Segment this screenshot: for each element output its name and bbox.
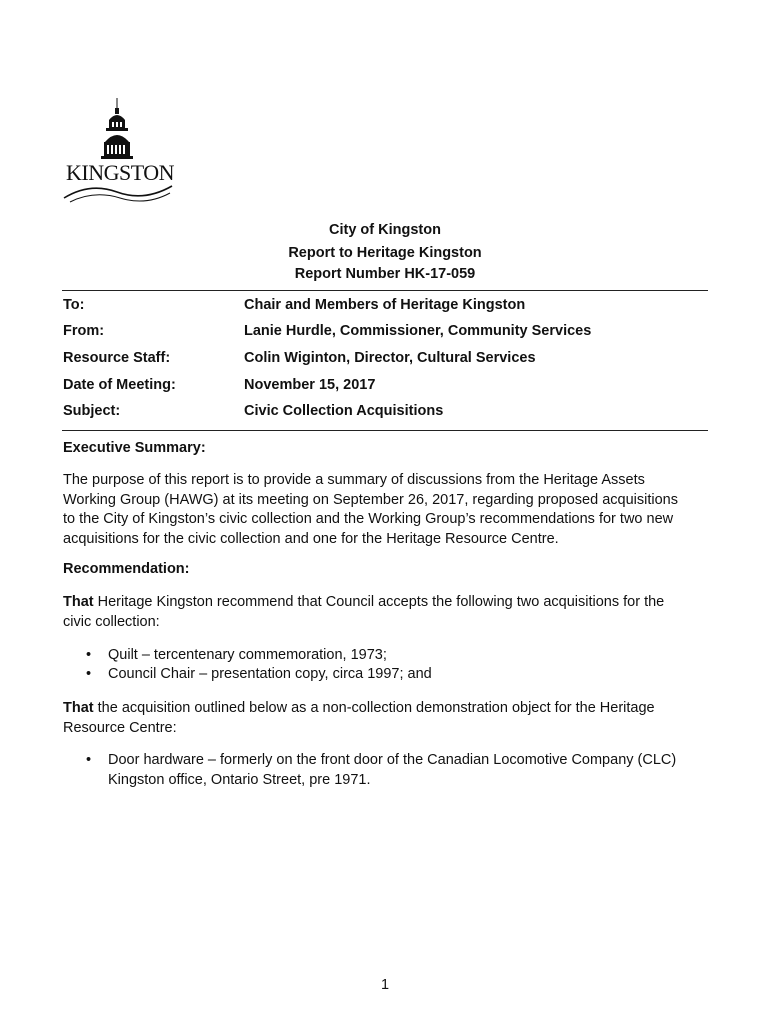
recommendation-paragraph-1 bbox=[63, 593, 713, 632]
page-number: 1 bbox=[380, 977, 390, 993]
summary-line: Working Group (HAWG) at its meeting on September 26, 2017, regarding proposed acquisitions bbox=[63, 491, 678, 508]
logo-wordmark: KINGSTON bbox=[66, 160, 175, 185]
summary-line: to the City of Kingston’s civic collection and the Working Group’s recommendations for two new bbox=[63, 511, 674, 527]
bullet-glyph: • bbox=[86, 752, 92, 768]
meta-value-resource-staff: Colin Wiginton, Director, Cultural Services bbox=[244, 350, 536, 366]
bullet-glyph: • bbox=[86, 647, 92, 663]
executive-summary-heading: Executive Summary: bbox=[63, 440, 206, 456]
meta-value-subject: Civic Collection Acquisitions bbox=[244, 403, 444, 419]
recommendation-paragraph-2 bbox=[63, 699, 713, 738]
report-heading-number: Report Number HK-17-059 bbox=[294, 266, 476, 282]
recommendation-text: the acquisition outlined below as a non-collection demonstration object for the Heritage bbox=[93, 700, 655, 716]
recommendation-text: civic collection: bbox=[63, 613, 160, 630]
meta-label-subject: Subject: bbox=[63, 403, 121, 419]
bullet-glyph: • bbox=[86, 666, 92, 682]
recommendation-text: Resource Centre: bbox=[63, 719, 177, 736]
meta-label-date: Date of Meeting: bbox=[63, 377, 176, 393]
city-hall-dome-icon bbox=[60, 98, 175, 208]
header-divider bbox=[62, 290, 708, 291]
summary-line: acquisitions for the civic collection and one for the Heritage Resource Centre. bbox=[63, 530, 559, 547]
meta-label-resource-staff: Resource Staff: bbox=[63, 350, 171, 366]
meta-value-date: November 15, 2017 bbox=[244, 377, 376, 393]
that-keyword: That bbox=[63, 594, 94, 610]
bullet-line: Door hardware – formerly on the front door of the Canadian Locomotive Company (CLC) bbox=[108, 752, 677, 768]
bullet-item-council-chair: Council Chair – presentation copy, circa 1997; and bbox=[108, 666, 432, 682]
bullet-item-quilt: Quilt – tercentenary commemoration, 1973; bbox=[108, 647, 387, 663]
recommendation-heading: Recommendation: bbox=[63, 561, 190, 577]
report-heading-city: City of Kingston bbox=[329, 222, 441, 238]
bullet-item-door-hardware bbox=[108, 751, 708, 790]
that-keyword: That bbox=[63, 700, 94, 716]
meta-divider bbox=[62, 430, 708, 431]
meta-value-from: Lanie Hurdle, Commissioner, Community Services bbox=[244, 323, 592, 339]
report-heading-title: Report to Heritage Kingston bbox=[288, 245, 482, 261]
bullet-line: Kingston office, Ontario Street, pre 1971. bbox=[108, 771, 371, 788]
summary-line: The purpose of this report is to provide a summary of discussions from the Heritage Assets bbox=[63, 472, 645, 488]
kingston-logo bbox=[60, 98, 175, 208]
meta-label-from: From: bbox=[63, 323, 105, 339]
executive-summary-paragraph bbox=[63, 471, 713, 549]
meta-value-to: Chair and Members of Heritage Kingston bbox=[244, 297, 526, 313]
meta-label-to: To: bbox=[63, 297, 85, 313]
recommendation-text: Heritage Kingston recommend that Council accepts the following two acquisitions for the bbox=[93, 594, 665, 610]
